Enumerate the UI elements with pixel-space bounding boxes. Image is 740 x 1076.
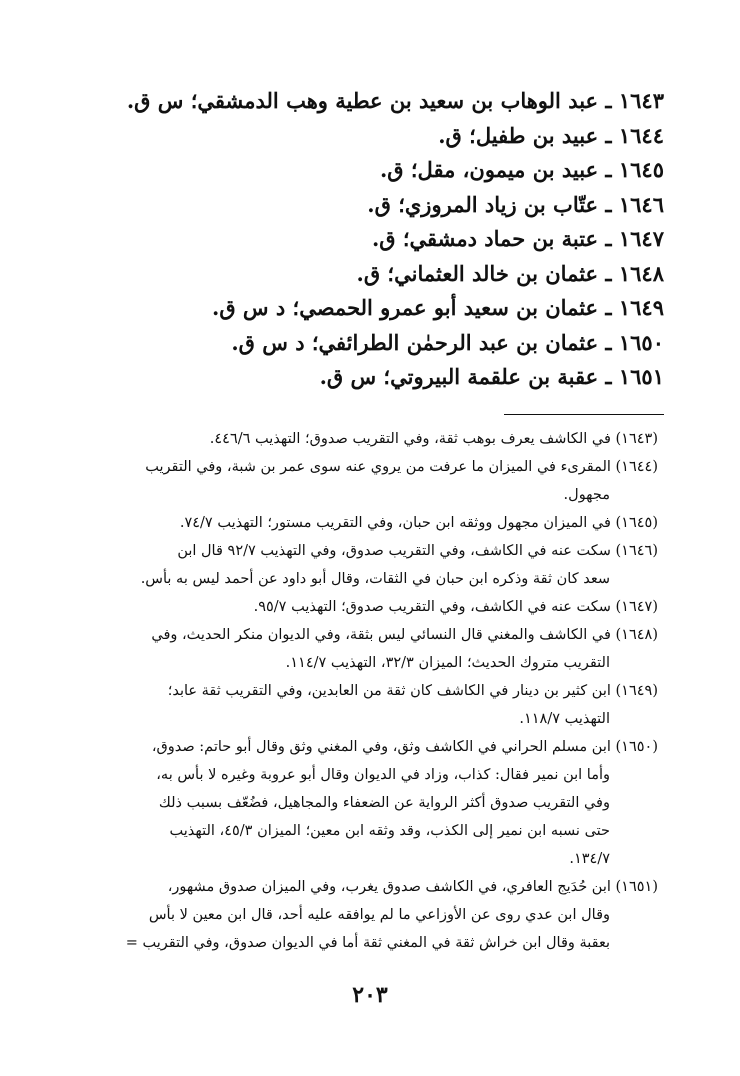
narrator-entry: ١٦٥١ ـ عقبة بن علقمة البيروتي؛ س ق. [319, 364, 664, 389]
footnote-line: (١٦٤٦) سكت عنه في الكاشف، وفي التقريب صدوق، وفي التهذيب ٩٢/٧ قال ابن [177, 543, 658, 559]
narrator-entry: ١٦٤٩ ـ عثمان بن سعيد أبو عمرو الحمصي؛ د س ق. [212, 295, 664, 320]
narrator-entry: ١٦٤٤ ـ عبيد بن طفيل؛ ق. [438, 122, 664, 148]
footnote [53, 677, 658, 733]
footnote [53, 453, 658, 509]
footnote-line: (١٦٥٠) ابن مسلم الحراني في الكاشف وثق، وفي المغني وثق وقال أبو حاتم: صدوق، [151, 739, 658, 755]
footnote [53, 621, 658, 677]
footnote [53, 873, 658, 957]
footnote-line: (١٦٤٩) ابن كثير بن دينار في الكاشف كان ثقة من العابدين، وفي التقريب ثقة عابد؛ [167, 683, 658, 699]
footnote-separator [504, 414, 664, 415]
footnote-line: مجهول. [563, 487, 610, 503]
footnote-line: التقريب متروك الحديث؛ الميزان ٣٢/٣، التهذيب ١١٤/٧. [285, 655, 610, 671]
narrator-entry: ١٦٤٨ ـ عثمان بن خالد العثماني؛ ق. [356, 260, 664, 286]
footnote-line: (١٦٤٤) المقرىء في الميزان ما عرفت من يروي عنه سوى عمر بن شبة، وفي التقريب [145, 459, 658, 475]
narrator-entry: ١٦٤٣ ـ عبد الوهاب بن سعيد بن عطية وهب الدمشقي؛ س ق. [126, 88, 664, 113]
footnote-line: التهذيب ١١٨/٧. [519, 711, 610, 727]
narrator-entry: ١٦٤٧ ـ عتبة بن حماد دمشقي؛ ق. [371, 226, 664, 251]
footnote-line: (١٦٤٨) في الكاشف والمغني قال النسائي ليس بثقة، وفي الديوان منكر الحديث، وفي [151, 627, 658, 643]
footnote-line: (١٦٤٣) في الكاشف يعرف بوهب ثقة، وفي التقريب صدوق؛ التهذيب ٤٤٦/٦. [209, 431, 658, 447]
footnote [53, 509, 658, 537]
footnote-line: وقال ابن عدي روى عن الأوزاعي ما لم يوافقه عليه أحد، قال ابن معين لا بأس [148, 907, 610, 923]
footnote [53, 537, 658, 593]
footnote-line: وفي التقريب صدوق أكثر الرواية عن الضعفاء والمجاهيل، فضُعّف بسبب ذلك [158, 795, 610, 811]
narrator-entries-list [64, 84, 664, 395]
footnote-line: (١٦٤٥) في الميزان مجهول ووثقه ابن حبان، وفي التقريب مستور؛ التهذيب ٧٤/٧. [179, 515, 658, 531]
page-number: ٢٠٣ [352, 982, 388, 1008]
footnote [53, 733, 658, 873]
footnote-line: بعقبة وقال ابن خراش ثقة في المغني ثقة أما في الديوان صدوق، وفي التقريب = [125, 935, 610, 951]
footnote [53, 425, 658, 453]
footnote [53, 593, 658, 621]
footnote-line: حتى نسبه ابن نمير إلى الكذب، وقد وثقه ابن معين؛ الميزان ٤٥/٣، التهذيب [169, 823, 610, 839]
footnote-line: سعد كان ثقة وذكره ابن حبان في الثقات، وقال أبو داود عن أحمد ليس به بأس. [140, 571, 610, 587]
footnotes-list [53, 425, 658, 957]
footnote-line: (١٦٥١) ابن حُدَيج العافري، في الكاشف صدوق يغرب، وفي الميزان صدوق مشهور، [167, 879, 658, 895]
narrator-entry: ١٦٥٠ ـ عثمان بن عبد الرحمٰن الطرائفي؛ د س ق. [231, 329, 664, 355]
footnote-line: (١٦٤٧) سكت عنه في الكاشف، وفي التقريب صدوق؛ التهذيب ٩٥/٧. [253, 599, 658, 615]
narrator-entry: ١٦٤٥ ـ عبيد بن ميمون، مقل؛ ق. [379, 157, 664, 182]
narrator-entry: ١٦٤٦ ـ عتّاب بن زياد المروزي؛ ق. [367, 191, 664, 217]
footnote-line: ١٣٤/٧. [569, 851, 610, 867]
footnote-line: وأما ابن نمير فقال: كذاب، وزاد في الديوان وقال أبو عروبة وغيره لا بأس به، [156, 767, 610, 783]
